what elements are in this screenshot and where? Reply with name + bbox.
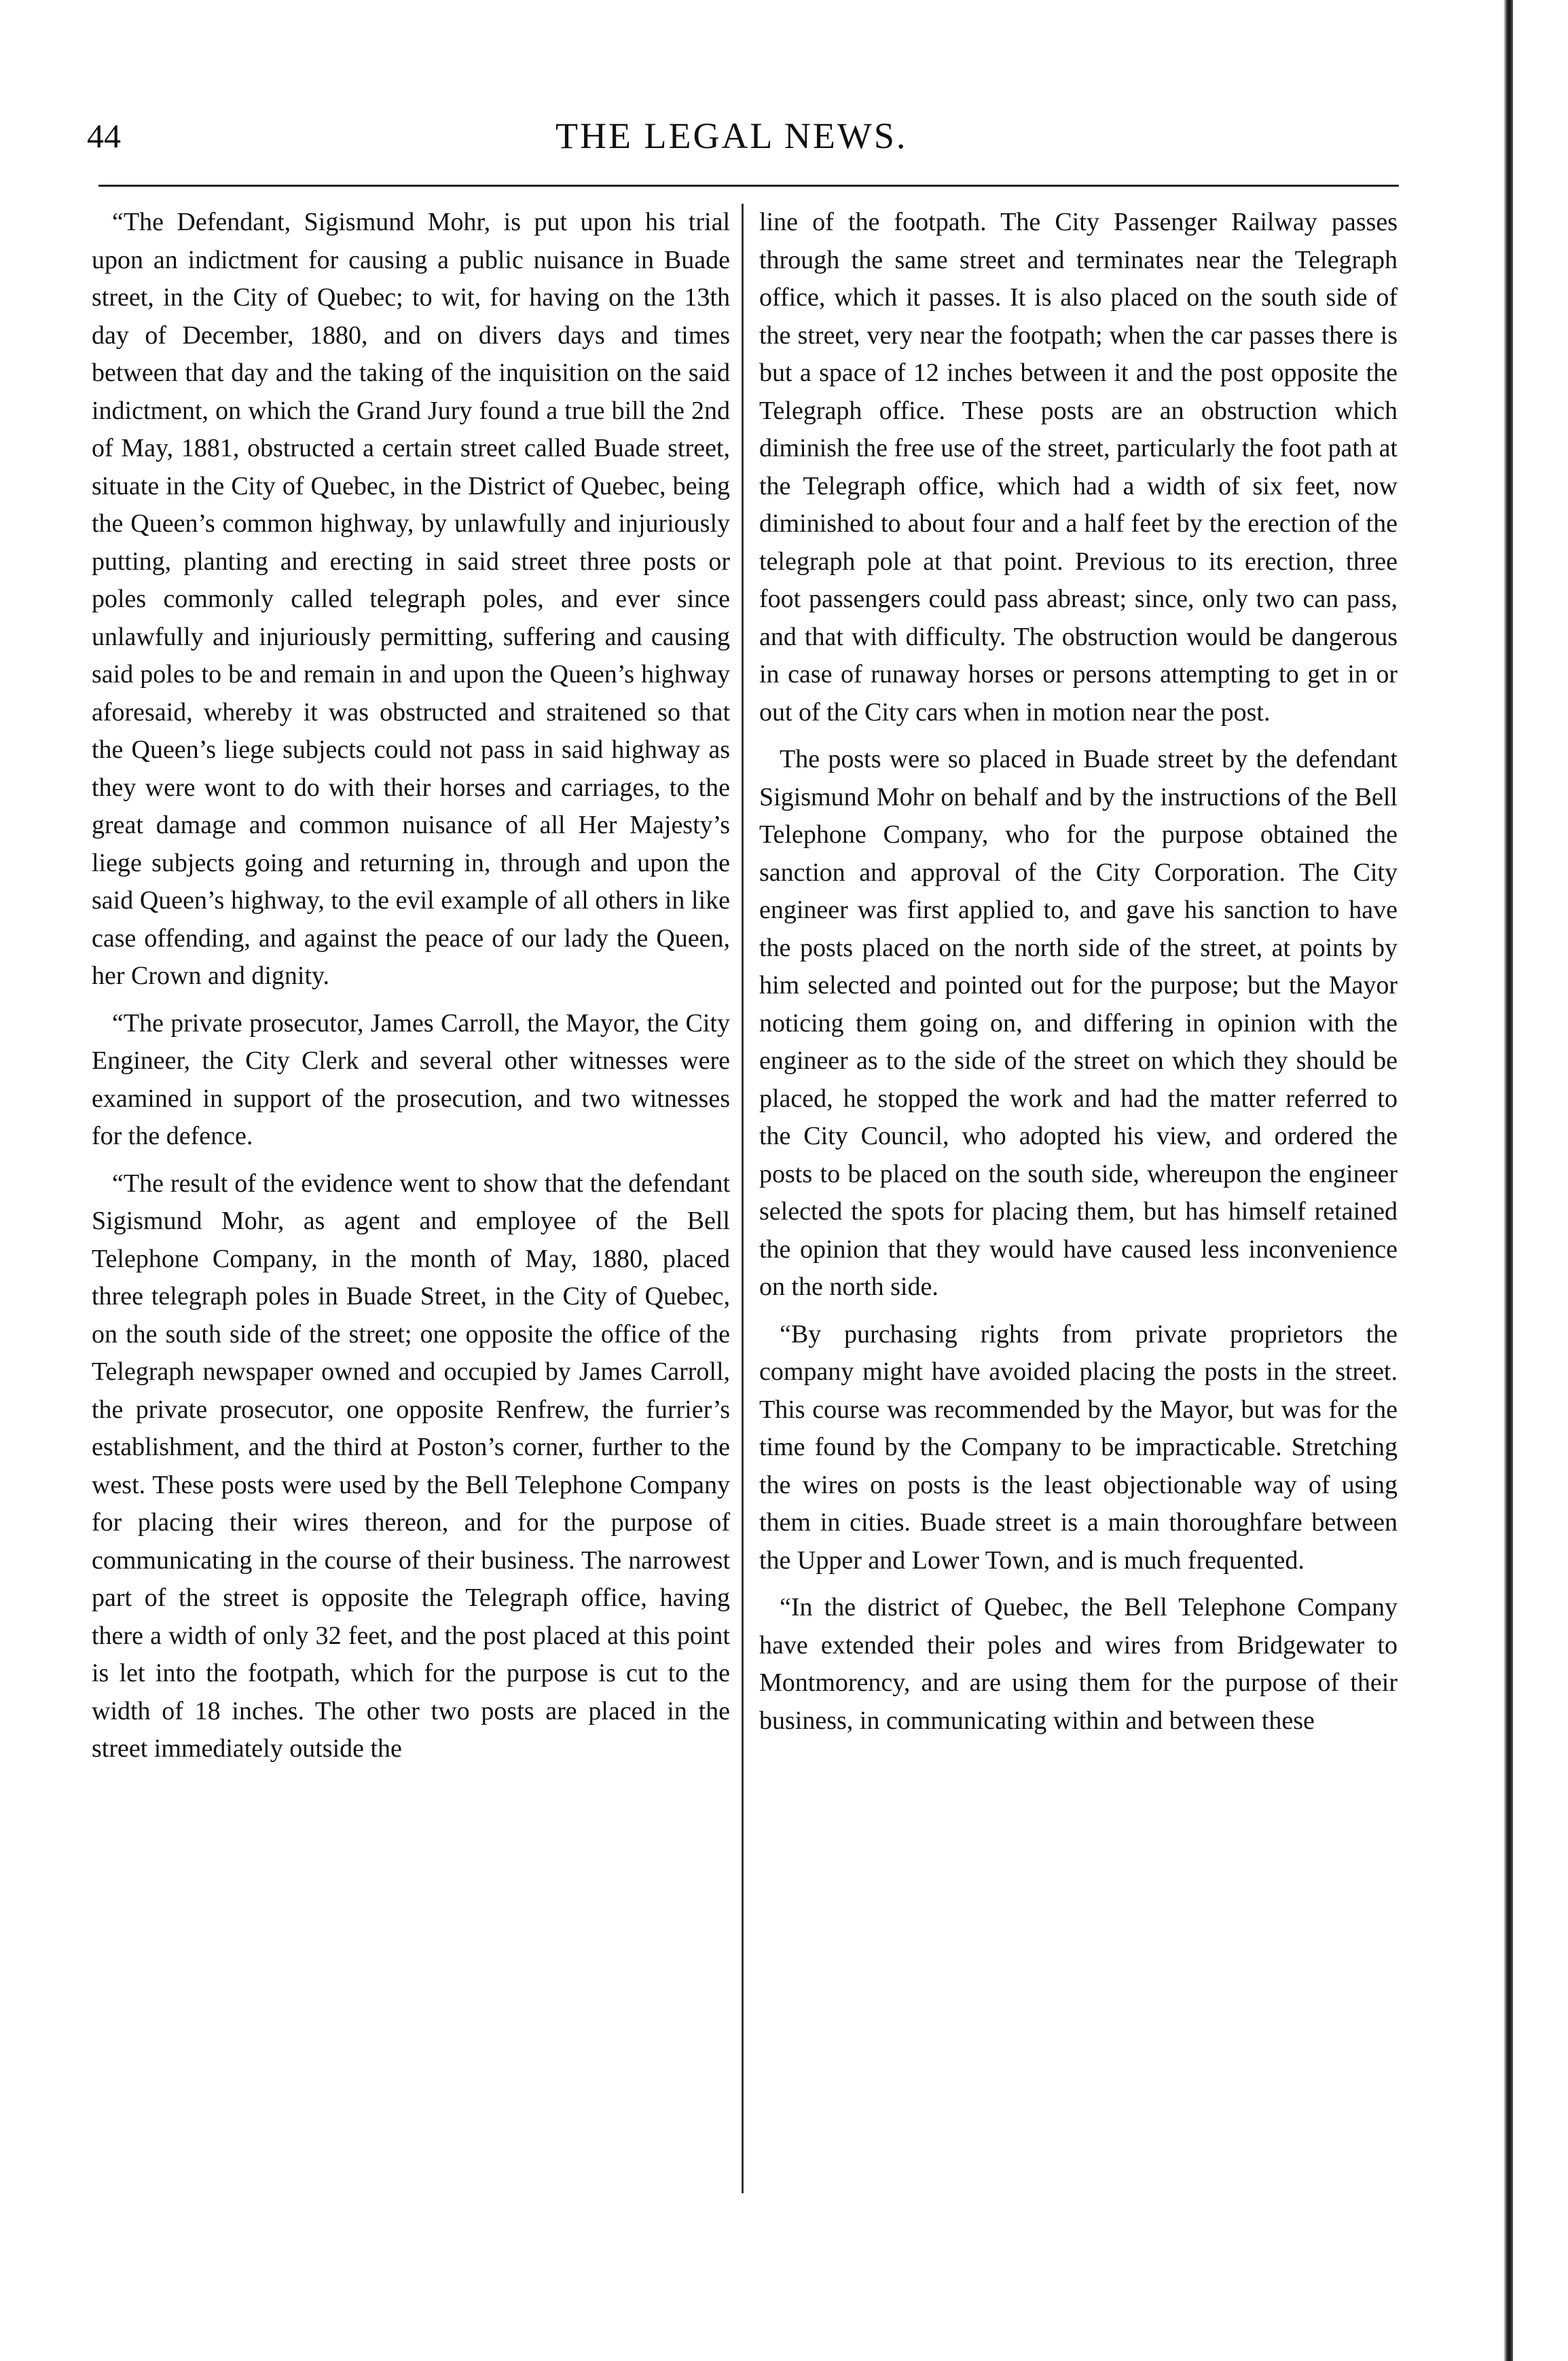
page-header	[87, 115, 1418, 170]
paragraph-purchasing-rights: “By purchasing rights from private proprietors the company might have avoided placing the posts in the street. This course was recommended by the Mayor, but was for the time found by the Company to be impracticable. Stretching the wires on posts is the least objectionable way of using them in cities. Buade street is a main thoroughfare between the Upper and Lower Town, and is much frequented.	[759, 1319, 1398, 1575]
column-divider	[742, 204, 744, 2193]
page-binding-edge	[1503, 0, 1513, 2361]
paragraph-witnesses: “The private prosecutor, James Carroll, the Mayor, the City Engineer, the City Clerk and several other witnesses were examined in support of the prosecution, and two witnesses for the defence.	[92, 1008, 730, 1150]
paragraph-footpath-continued: line of the footpath. The City Passenger Railway passes through the same street and terminates near the Telegraph office, which it passes. It is also placed on the south side of the street, very near the footpath; when the car passes there is but a space of 12 inches between it and the post opposite the Telegraph office. These posts are an obstruction which diminish the free use of the street, particularly the foot path at the Telegraph office, which had a width of six feet, now diminished to about four and a half feet by the erection of the telegraph pole at that point. Previous to its erection, three foot passengers could pass abreast; since, only two can pass, and that with difficulty. The obstruction would be dangerous in case of runaway horses or persons attempting to get in or out of the City cars when in motion near the post.	[759, 208, 1398, 727]
right-column	[759, 204, 1398, 1749]
paragraph-posts-placement: The posts were so placed in Buade street by the defendant Sigismund Mohr on behalf and by the instructions of the Bell Telephone Company, who for the purpose obtained the sanction and approval of the City Corporation. The City engineer was first applied to, and gave his sanction to have the posts placed on the north side of the street, at points by him selected and pointed out for the purpose; but the Mayor noticing them going on, and differing in opinion with the engineer as to the side of the street on which they should be placed, he stopped the work and had the matter referred to the City Council, who adopted his view, and ordered the posts to be placed on the south side, whereupon the engineer selected the spots for placing them, but has himself retained the opinion that they would have caused less inconvenience on the north side.	[759, 745, 1398, 1301]
paragraph-district-quebec: “In the district of Quebec, the Bell Telephone Company have extended their poles and wires from Bridgewater to Montmorency, and are using them for the purpose of their business, in communicating within and between these	[759, 1593, 1398, 1735]
running-title: THE LEGAL NEWS.	[555, 115, 908, 156]
header-rule	[98, 185, 1399, 187]
paragraph-evidence: “The result of the evidence went to show that the defendant Sigismund Mohr, as agent and employee of the Bell Telephone Company, in the month of May, 1880, placed three telegraph poles in Buade Street, in the City of Quebec, on the south side of the street; one opposite the office of the Telegraph newspaper owned and occupied by James Carroll, the private prosecutor, one opposite Renfrew, the furrier’s establishment, and the third at Poston’s corner, further to the west. These posts were used by the Bell Telephone Company for placing their wires thereon, and for the purpose of communicating in the course of their business. The narrowest part of the street is opposite the Telegraph office, having there a width of only 32 feet, and the post placed at this point is let into the footpath, which for the purpose is cut to the width of 18 inches. The other two posts are placed in the street immediately outside the	[92, 1169, 730, 1763]
page-number: 44	[87, 117, 121, 155]
left-column	[92, 204, 730, 1778]
paragraph-indictment: “The Defendant, Sigismund Mohr, is put upon his trial upon an indictment for causing a public nuisance in Buade street, in the City of Quebec; to wit, for having on the 13th day of December, 1880, and on divers days and times between that day and the taking of the inquisition on the said indictment, on which the Grand Jury found a true bill the 2nd of May, 1881, obstructed a certain street called Buade street, situate in the City of Quebec, in the District of Quebec, being the Queen’s common highway, by unlawfully and injuriously putting, planting and erecting in said street three posts or poles commonly called telegraph poles, and ever since unlawfully and injuriously permitting, suffering and causing said poles to be and remain in and upon the Queen’s highway aforesaid, whereby it was obstructed and straitened so that the Queen’s liege subjects could not pass in said highway as they were wont to do with their horses and carriages, to the great damage and common nuisance of all Her Majesty’s liege subjects going and returning in, through and upon the said Queen’s highway, to the evil example of all others in like case offending, and against the peace of our lady the Queen, her Crown and dignity.	[92, 208, 730, 990]
